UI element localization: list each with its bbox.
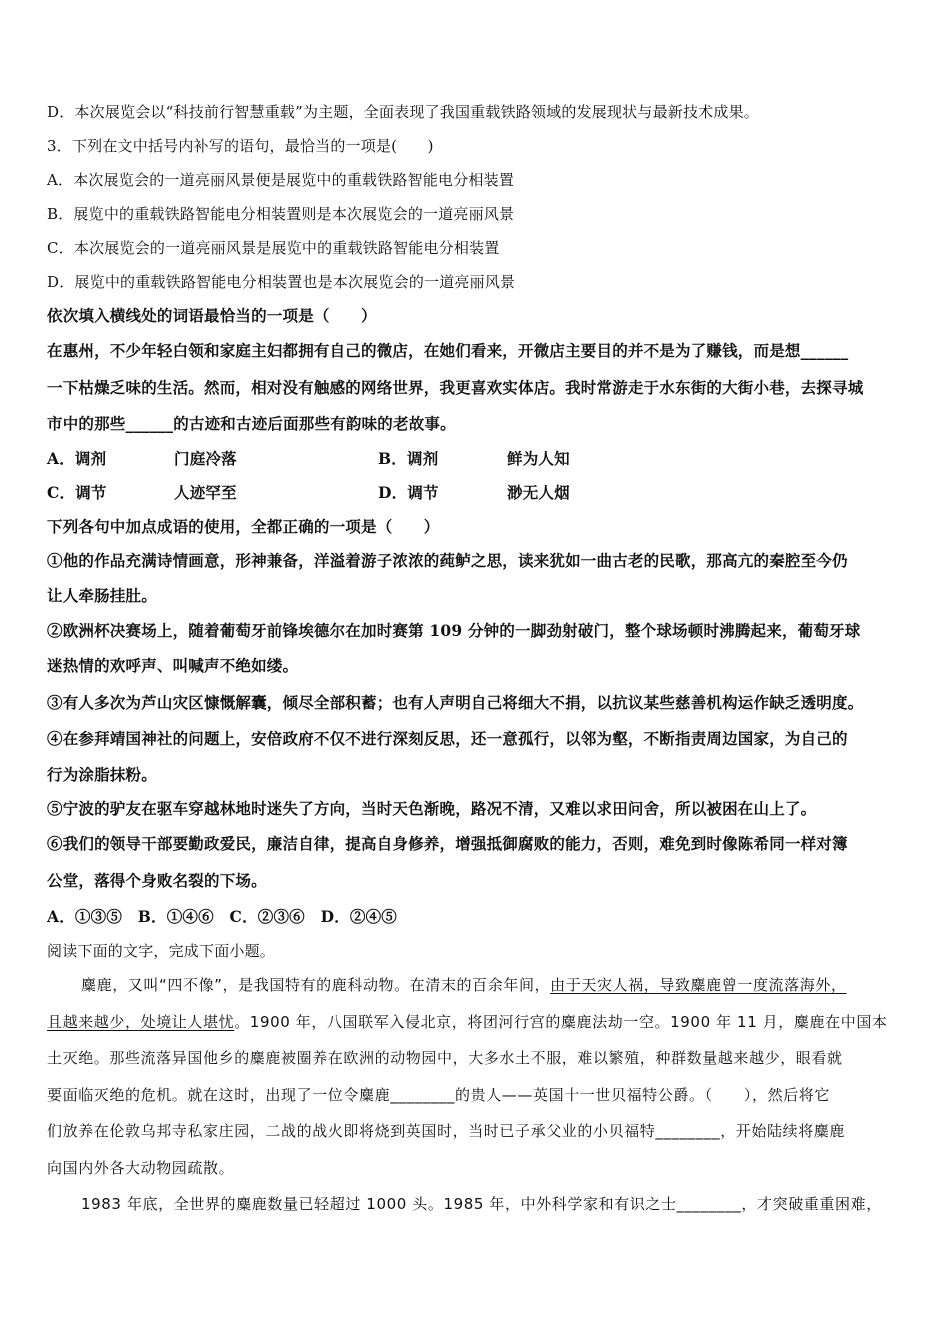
fill-option-a-letter: A．调剂 xyxy=(47,449,107,468)
q3-option-a: A．本次展览会的一道亮丽风景便是展览中的重载铁路智能电分相装置 xyxy=(47,171,515,189)
reading-paragraph-line xyxy=(81,974,847,996)
reading-paragraph-line: 土灭绝。那些流落异国他乡的麋鹿被圈养在欧洲的动物园中，大多水土不服，难以繁殖，种群数量越来越少，眼看就 xyxy=(47,1049,843,1067)
idiom-question-stem: 下列各句中加点成语的使用，全都正确的一项是（ ） xyxy=(47,517,440,536)
q3-option-b: B．展览中的重载铁路智能电分相装置则是本次展览会的一道亮丽风景 xyxy=(47,205,515,223)
idiom-sentence-line: 公堂，落得个身败名裂的下场。 xyxy=(47,871,267,890)
idiom-sentence-line: 行为涂脂抹粉。 xyxy=(47,765,157,784)
fill-options-row xyxy=(47,482,570,504)
fill-option-c-word: 人迹罕至 xyxy=(174,483,237,502)
underlined-phrase: 由于天灾人祸，导致麋鹿曾一度流落海外， xyxy=(550,976,847,994)
fill-options-row xyxy=(47,448,570,470)
fill-option-b-word: 鲜为人知 xyxy=(507,449,570,468)
fill-option-a-word: 门庭冷落 xyxy=(174,449,237,468)
reading-paragraph-line xyxy=(47,1011,888,1033)
q2-option-d: D．本次展览会以“科技前行智慧重载”为主题，全面表现了我国重载铁路领域的发展现状与最新技术成果。 xyxy=(47,103,759,121)
idiom-answer-options: A．①③⑤ B．①④⑥ C．②③⑥ D．②④⑤ xyxy=(47,907,398,926)
idiom-sentence-line: 让人牵肠挂肚。 xyxy=(47,586,157,605)
reading-paragraph-line: 向国内外各大动物园疏散。 xyxy=(47,1159,235,1177)
idiom-sentence-line: ⑥我们的领导干部要勤政爱民，廉洁自律，提高自身修养，增强抵御腐败的能力，否则，难免到时像陈希同一样对簿 xyxy=(47,834,848,853)
fill-option-c-letter: C．调节 xyxy=(47,483,107,502)
idiom-sentence-line: ③有人多次为芦山灾区慷慨解囊，倾尽全部积蓄；也有人声明自己将细大不捐，以抗议某些慈善机构运作缺乏透明度。 xyxy=(47,693,864,712)
q3-option-c: C．本次展览会的一道亮丽风景是展览中的重载铁路智能电分相装置 xyxy=(47,239,500,257)
fill-option-d-letter: D．调节 xyxy=(378,483,439,502)
idiom-sentence-line: ⑤宁波的驴友在驱车穿越林地时迷失了方向，当时天色渐晚，路况不清，又难以求田问舍，所以被困在山上了。 xyxy=(47,799,817,818)
fill-question-stem: 依次填入横线处的词语最恰当的一项是（ ） xyxy=(47,306,377,325)
reading-paragraph-line: 1983 年底，全世界的麋鹿数量已轻超过 1000 头。1985 年，中外科学家和有识之士________，才突破重重困难， xyxy=(81,1195,882,1213)
q3-option-d: D．展览中的重载铁路智能电分相装置也是本次展览会的一道亮丽风景 xyxy=(47,273,516,291)
q3-stem: 3．下列在文中括号内补写的语句，最恰当的一项是( ) xyxy=(47,137,434,155)
reading-intro: 阅读下面的文字，完成下面小题。 xyxy=(47,942,276,960)
reading-paragraph-line: 们放养在伦敦乌邦寺私家庄园，二战的战火即将烧到英国时，当时已子承父业的小贝福特________，开始陆续将麋鹿 xyxy=(47,1122,846,1140)
fill-passage-line: 一下枯燥乏味的生活。然而，相对没有触感的网络世界，我更喜欢实体店。我时常游走于水东街的大街小巷，去探寻城 xyxy=(47,378,864,397)
fill-passage-line: 市中的那些______的古迹和古迹后面那些有韵味的老故事。 xyxy=(47,414,456,433)
idiom-sentence-line: ①他的作品充满诗情画意，形神兼备，洋溢着游子浓浓的莼鲈之思，读来犹如一曲古老的民歌，那高亢的秦腔至今仍 xyxy=(47,551,848,570)
reading-text: 麋鹿，又叫“四不像”，是我国特有的鹿科动物。在清末的百余年间， xyxy=(81,976,551,994)
idiom-sentence-line: ②欧洲杯决赛场上，随着葡萄牙前锋埃德尔在加时赛第 109 分钟的一脚劲射破门，整个球场顿时沸腾起来，葡萄牙球 xyxy=(47,621,861,640)
underlined-phrase: 且越来越少，处境让人堪忧 xyxy=(47,1013,235,1031)
idiom-sentence-line: ④在参拜靖国神社的问题上，安倍政府不仅不进行深刻反思，还一意孤行，以邻为壑，不断指责周边国家，为自己的 xyxy=(47,729,848,748)
fill-passage-line: 在惠州，不少年轻白领和家庭主妇都拥有自己的微店，在她们看来，开微店主要目的并不是为了赚钱，而是想______ xyxy=(47,341,849,360)
idiom-sentence-line: 迷热情的欢呼声、叫喊声不绝如缕。 xyxy=(47,656,299,675)
reading-paragraph-line: 要面临灭绝的危机。就在这时，出现了一位令麋鹿________的贵人——英国十一世贝福特公爵。（ ），然后将它 xyxy=(47,1086,831,1104)
fill-option-d-word: 渺无人烟 xyxy=(507,483,570,502)
fill-option-b-letter: B．调剂 xyxy=(378,449,439,468)
reading-text: 。1900 年，八国联军入侵北京，将团河行宫的麋鹿法劫一空。1900 年 11 月，麋鹿在中国本 xyxy=(234,1013,888,1031)
